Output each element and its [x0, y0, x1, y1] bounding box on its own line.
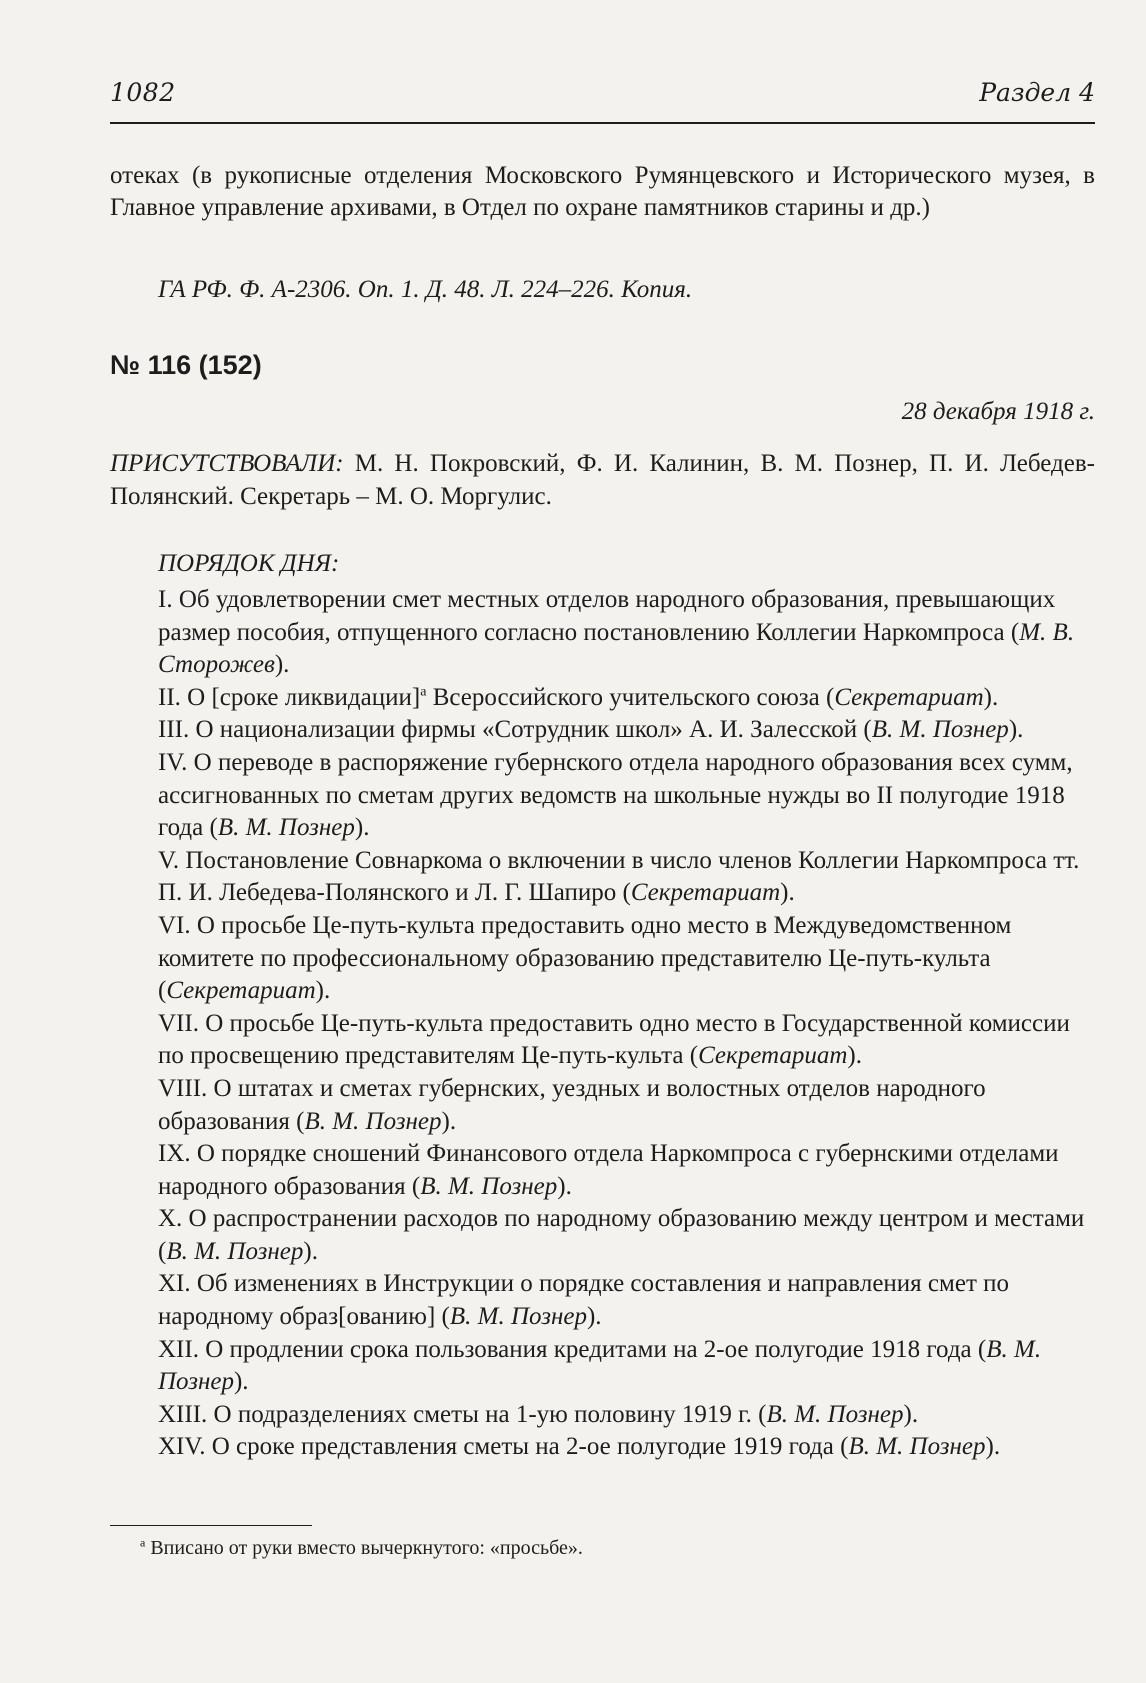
agenda-list [158, 584, 1095, 1464]
agenda-item [158, 747, 1095, 845]
footnote-reference-mark: а [420, 684, 427, 700]
agenda-item-reporter: Секретариат [630, 879, 781, 907]
document-number: № 116 (152) [110, 350, 262, 380]
agenda-item-suffix: ). [847, 1042, 862, 1070]
agenda-item-text: I. Об удовлетворении смет местных отделов народного образования, превышающих размер пособия, отпущенного согласно постановлению Коллегии Наркомпроса ( [158, 586, 1056, 646]
section-label: Раздел 4 [979, 78, 1095, 107]
agenda-item [158, 1268, 1095, 1333]
page-number: 1082 [110, 78, 176, 107]
agenda-item-reporter: В. М. Познер [449, 1303, 587, 1331]
attendees-label: ПРИСУТСТВОВАЛИ: [110, 450, 344, 477]
agenda-item-reporter: Секретариат [166, 977, 316, 1005]
agenda-item-suffix: ). [903, 1400, 919, 1428]
footnote [140, 1537, 583, 1560]
agenda-item-reporter: В. М. Познер [158, 1335, 1042, 1396]
agenda-item-reporter: В. М. Познер [848, 1433, 986, 1461]
footnote-mark: а [140, 1535, 146, 1550]
agenda-item [158, 910, 1095, 1008]
agenda-item-reporter: М. В. Сторожев [158, 618, 1075, 679]
agenda-item-reporter: Секретариат [834, 683, 984, 711]
agenda-heading: ПОРЯДОК ДНЯ: [158, 550, 340, 577]
agenda-item-suffix: ). [983, 683, 999, 711]
agenda-item-text: III. О национализации фирмы «Сотрудник школ» А. И. Залесской ( [158, 716, 872, 744]
agenda-item-suffix: ). [354, 814, 370, 842]
agenda-item-suffix: ). [233, 1368, 249, 1396]
agenda-item [158, 584, 1095, 682]
agenda-item [158, 1008, 1095, 1073]
agenda-item-suffix: ). [1008, 716, 1024, 744]
agenda-item-suffix: ). [780, 879, 795, 907]
header-rule [110, 122, 1095, 124]
agenda-item-text: X. О распространении расходов по народному образованию между центром и местами ( [158, 1205, 1085, 1265]
agenda-item-text: VII. О просьбе Це-путь-культа предоставить одно место в Государственной комиссии по просвещению представителям Це-путь-культа ( [158, 1009, 1070, 1070]
agenda-item-text: VI. О просьбе Це-путь-культа предоставить одно место в Междуведомственном комитете по профессиональному образованию представителю Це-путь-культа ( [158, 911, 1012, 1005]
agenda-item-text: IV. О переводе в распоряжение губернского отдела народного образования всех сумм, ассигнованных по сметам других ведомств на школьные нужды во II полугодие 1918 года ( [158, 748, 1073, 842]
agenda-item [158, 1138, 1095, 1203]
attendees-paragraph [110, 447, 1095, 513]
attendees-list: М. Н. Покровский, Ф. И. Калинин, В. М. Познер, П. И. Лебедев-Полянский. Секретарь – М. О. Моргулис. [110, 450, 1095, 510]
agenda-item [158, 1334, 1095, 1399]
agenda-item-text: XIII. О подразделениях сметы на 1-ую половину 1919 г. ( [158, 1400, 767, 1428]
agenda-item [158, 845, 1095, 910]
document-date: 28 декабря 1918 г. [901, 398, 1095, 425]
running-head [110, 78, 1095, 114]
agenda-item-text: Всероссийского учительского союза ( [426, 683, 835, 711]
footnote-rule [110, 1525, 312, 1526]
agenda-item [158, 1203, 1095, 1268]
footnote-text: Вписано от руки вместо вычеркнутого: «просьбе». [145, 1537, 583, 1559]
agenda-item-reporter: В. М. Познер [766, 1400, 904, 1428]
agenda-item-text: II. О [сроке ликвидации] [158, 683, 421, 711]
agenda-item-text: XI. Об изменениях в Инструкции о порядке составления и направления смет по народному образ[ованию] ( [158, 1270, 1010, 1331]
agenda-item [158, 1073, 1095, 1138]
agenda-item [158, 1431, 1095, 1464]
agenda-item [158, 1399, 1095, 1432]
agenda-item-text: XIV. О сроке представления сметы на 2-ое полугодие 1919 года ( [158, 1433, 849, 1461]
agenda-item-suffix: ). [441, 1107, 457, 1135]
agenda-item-text: V. Постановление Совнаркома о включении в число членов Коллегии Наркомпроса тт. П. И. Лебедева-Полянского и Л. Г. Шапиро ( [158, 846, 1080, 907]
agenda-item [158, 682, 1095, 715]
agenda-item-text: XII. О продлении срока пользования кредитами на 2-ое полугодие 1918 года ( [158, 1335, 987, 1363]
agenda-item-suffix: ). [557, 1172, 572, 1200]
agenda-item-suffix: ). [315, 977, 331, 1005]
agenda-item-reporter: Секретариат [698, 1042, 848, 1070]
agenda-item-text: IX. О порядке сношений Финансового отдела Наркомпроса с губернскими отделами народного образования ( [158, 1140, 1059, 1200]
agenda-item-suffix: ). [586, 1303, 602, 1331]
agenda-item-reporter: В. М. Познер [217, 814, 355, 842]
archival-source-reference: ГА РФ. Ф. А-2306. Оп. 1. Д. 48. Л. 224–226. Копия. [158, 276, 693, 303]
agenda-item [158, 714, 1095, 747]
agenda-item-suffix: ). [303, 1237, 318, 1265]
agenda-item-reporter: В. М. Познер [871, 716, 1009, 744]
agenda-item-suffix: ). [985, 1433, 1001, 1461]
agenda-item-suffix: ). [274, 651, 290, 679]
agenda-item-reporter: В. М. Познер [420, 1172, 558, 1200]
agenda-item-reporter: В. М. Познер [166, 1237, 304, 1265]
agenda-item-reporter: В. М. Познер [304, 1107, 442, 1135]
continued-paragraph: отеках (в рукописные отделения Московского Румянцевского и Исторического музея, в Главное управление архивами, в Отдел по охране памятников старины и др.) [110, 162, 1095, 221]
agenda-item-text: VIII. О штатах и сметах губернских, уездных и волостных отделов народного образования ( [158, 1074, 986, 1135]
